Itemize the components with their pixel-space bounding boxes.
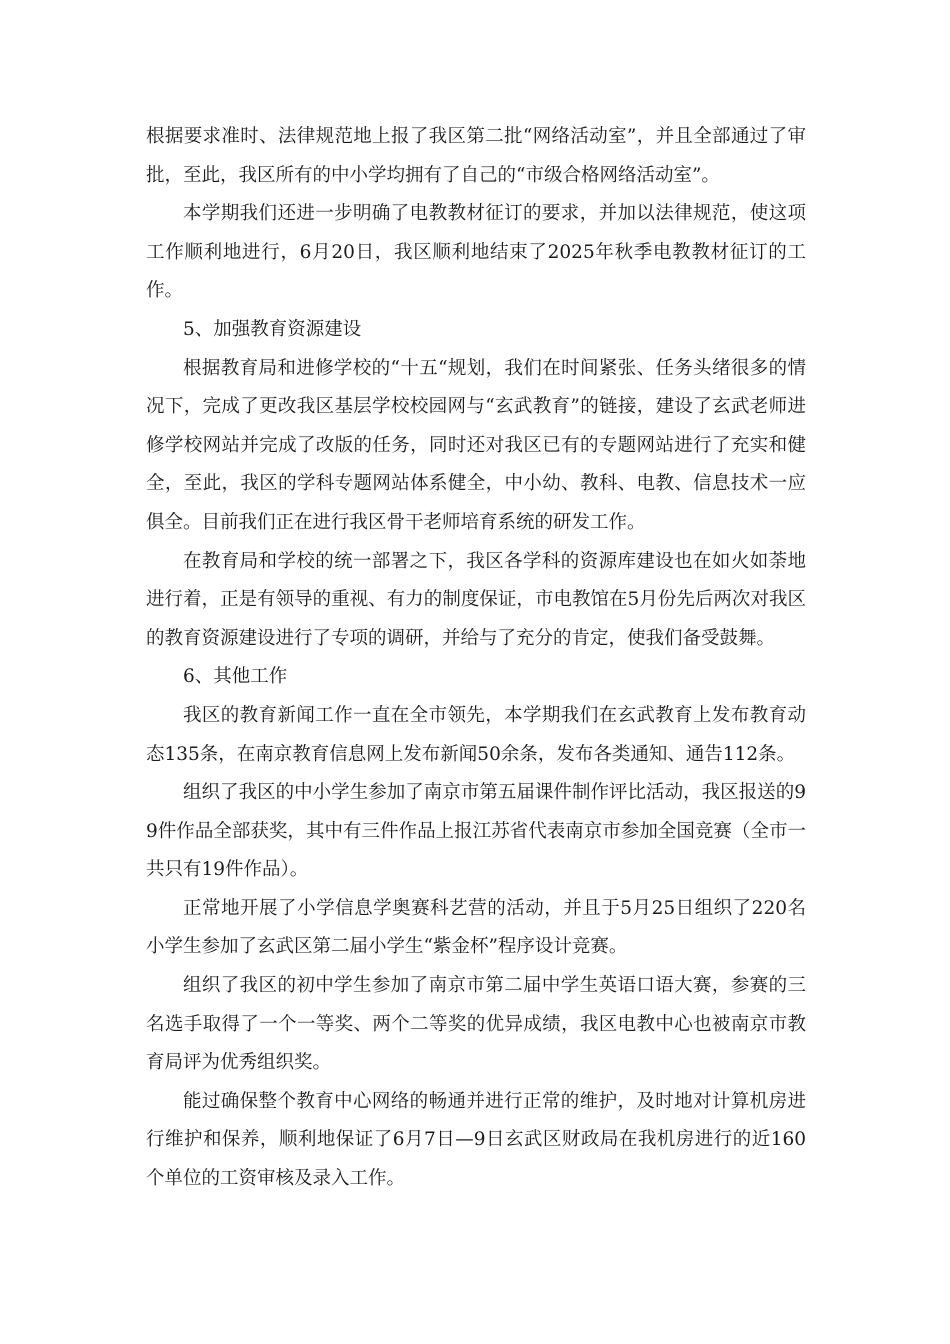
section-heading-5: 5、加强教育资源建设 bbox=[183, 318, 362, 340]
paragraph-courseware-contest: 组织了我区的中小学生参加了南京市第五届课件制作评比活动，我区报送的99件作品全部获奖，其中有三件作品上报江苏省代表南京市参加全国竞赛（全市一共只有19件作品）。 bbox=[146, 782, 806, 881]
paragraph-resource-library: 在教育局和学校的统一部署之下，我区各学科的资源库建设也在如火如荼地进行着，正是有领导的重视、有力的制度保证，市电教馆在5月份先后两次对我区的教育资源建设进行了专项的调研，并给与了充分的肯定，使我们备受鼓舞。 bbox=[146, 550, 806, 649]
paragraph-network-room-continuation: 根据要求准时、法律规范地上报了我区第二批“网络活动室”，并且全部通过了审批，至此，我区所有的中小学均拥有了自己的“市级合格网络活动室”。 bbox=[146, 126, 806, 186]
paragraph-network-maintenance: 能过确保整个教育中心网络的畅通并进行正常的维护，及时地对计算机房进行维护和保养，顺利地保证了6月7日—9日玄武区财政局在我机房进行的近160个单位的工资审核及录入工作。 bbox=[146, 1090, 806, 1190]
paragraph-programming-contest: 正常地开展了小学信息学奥赛科艺营的活动，并且于5月25日组织了220名小学生参加了玄武区第二届小学生“紫金杯”程序设计竞赛。 bbox=[146, 897, 806, 958]
paragraph-english-contest: 组织了我区的初中学生参加了南京市第二届中学生英语口语大赛，参赛的三名选手取得了一个一等奖、两个二等奖的优异成绩，我区电教中心也被南京市教育局评为优秀组织奖。 bbox=[146, 975, 806, 1074]
paragraph-website-construction: 根据教育局和进修学校的“十五“规划，我们在时间紧张、任务头绪很多的情况下，完成了更改我区基层学校校园网与“玄武教育”的链接，建设了玄武老师进修学校网站并完成了改版的任务，同时还对我区已有的专题网站进行了充实和健全，至此，我区的学科专题网站体系健全，中小幼、教科、电教、信息技术一应俱全。目前我们正在进行我区骨干老师培育系统的研发工作。 bbox=[146, 357, 806, 533]
paragraph-education-news: 我区的教育新闻工作一直在全市领先，本学期我们在玄武教育上发布教育动态135条，在南京教育信息网上发布新闻50余条，发布各类通知、通告112条。 bbox=[146, 704, 806, 765]
section-heading-6: 6、其他工作 bbox=[183, 666, 288, 688]
paragraph-textbook-order: 本学期我们还进一步明确了电教教材征订的要求，并加以法律规范，使这项工作顺利地进行，6月20日，我区顺利地结束了2025年秋季电教教材征订的工作。 bbox=[146, 203, 806, 302]
document-body bbox=[146, 118, 806, 1199]
